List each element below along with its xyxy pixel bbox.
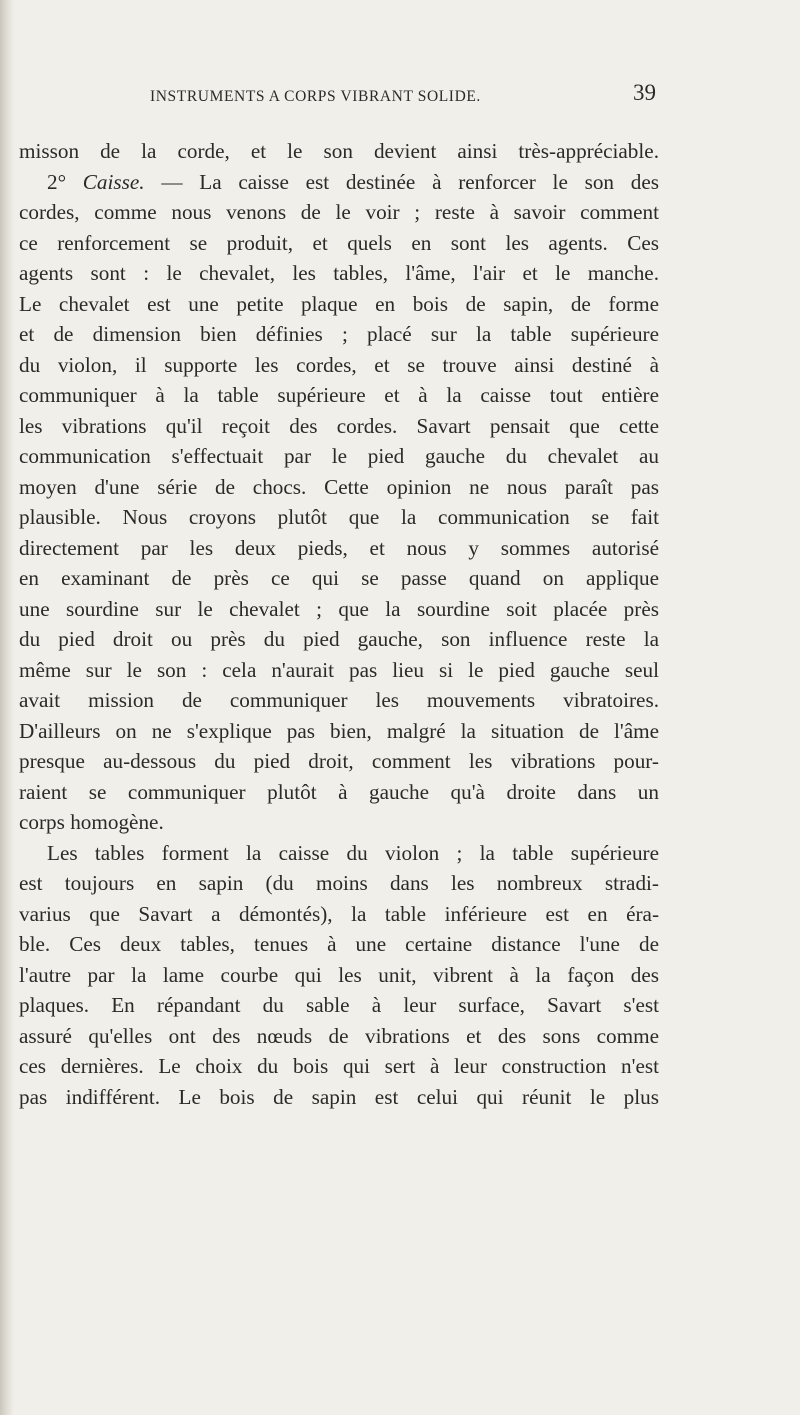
text-line: moyen d'une série de chocs. Cette opinion ne nous paraît pas (19, 474, 659, 499)
page-number: 39 (633, 80, 656, 105)
binding-gutter-shadow (0, 0, 14, 1415)
text-line: les vibrations qu'il reçoit des cordes. Savart pensait que cette (19, 413, 659, 438)
text-line: Le chevalet est une petite plaque en bois de sapin, de forme (19, 291, 659, 316)
section-number: 2° (47, 169, 83, 194)
text-line: corps homogène. (19, 810, 164, 834)
text-line: cordes, comme nous venons de le voir ; reste à savoir comment (19, 200, 659, 224)
text-line: Les tables forment la caisse du violon ; la table supérieure (47, 840, 659, 865)
text-line: raient se communiquer plutôt à gauche qu'à droite dans un (19, 779, 659, 804)
body-text (19, 136, 659, 1112)
text-line: et de dimension bien définies ; placé sur la table supérieure (19, 322, 659, 346)
text-line: assuré qu'elles ont des nœuds de vibrations et des sons comme (19, 1023, 659, 1048)
text-line: avait mission de communiquer les mouvements vibratoires. (19, 688, 659, 712)
text-line: une sourdine sur le chevalet ; que la sourdine soit placée près (19, 596, 659, 621)
text-line: pas indifférent. Le bois de sapin est celui qui réunit le plus (19, 1084, 659, 1109)
text-line: varius que Savart a démontés), la table inférieure est en éra- (19, 901, 659, 926)
text-line: l'autre par la lame courbe qui les unit, vibrent à la façon des (19, 962, 659, 987)
text-line: en examinant de près ce qui se passe quand on applique (19, 566, 659, 590)
text-line-rest: — La caisse est destinée à renforcer le son des (144, 169, 659, 194)
text-line: communiquer à la table supérieure et à la caisse tout entière (19, 383, 659, 407)
text-line: ble. Ces deux tables, tenues à une certaine distance l'une de (19, 932, 659, 956)
text-line: communication s'effectuait par le pied gauche du chevalet au (19, 444, 659, 468)
text-line: plausible. Nous croyons plutôt que la communication se fait (19, 505, 659, 529)
text-line: directement par les deux pieds, et nous y sommes autorisé (19, 535, 659, 560)
text-line: presque au-dessous du pied droit, comment les vibrations pour- (19, 749, 659, 773)
text-line: ces dernières. Le choix du bois qui sert à leur construction n'est (19, 1054, 659, 1078)
running-head: INSTRUMENTS A CORPS VIBRANT SOLIDE. (150, 88, 481, 105)
page-header (150, 80, 656, 110)
text-line: du violon, il supporte les cordes, et se trouve ainsi destiné à (19, 352, 659, 377)
text-line (19, 167, 659, 198)
text-line: ce renforcement se produit, et quels en sont les agents. Ces (19, 230, 659, 255)
text-line: misson de la corde, et le son devient ainsi très-appréciable. (19, 139, 659, 163)
text-line: D'ailleurs on ne s'explique pas bien, malgré la situation de l'âme (19, 718, 659, 743)
text-line: agents sont : le chevalet, les tables, l'âme, l'air et le manche. (19, 261, 659, 285)
text-line: plaques. En répandant du sable à leur surface, Savart s'est (19, 993, 659, 1017)
text-line: même sur le son : cela n'aurait pas lieu si le pied gauche seul (19, 657, 659, 682)
text-line: est toujours en sapin (du moins dans les nombreux stradi- (19, 871, 659, 895)
section-heading: Caisse. (82, 169, 145, 194)
text-line: du pied droit ou près du pied gauche, son influence reste la (19, 627, 659, 651)
